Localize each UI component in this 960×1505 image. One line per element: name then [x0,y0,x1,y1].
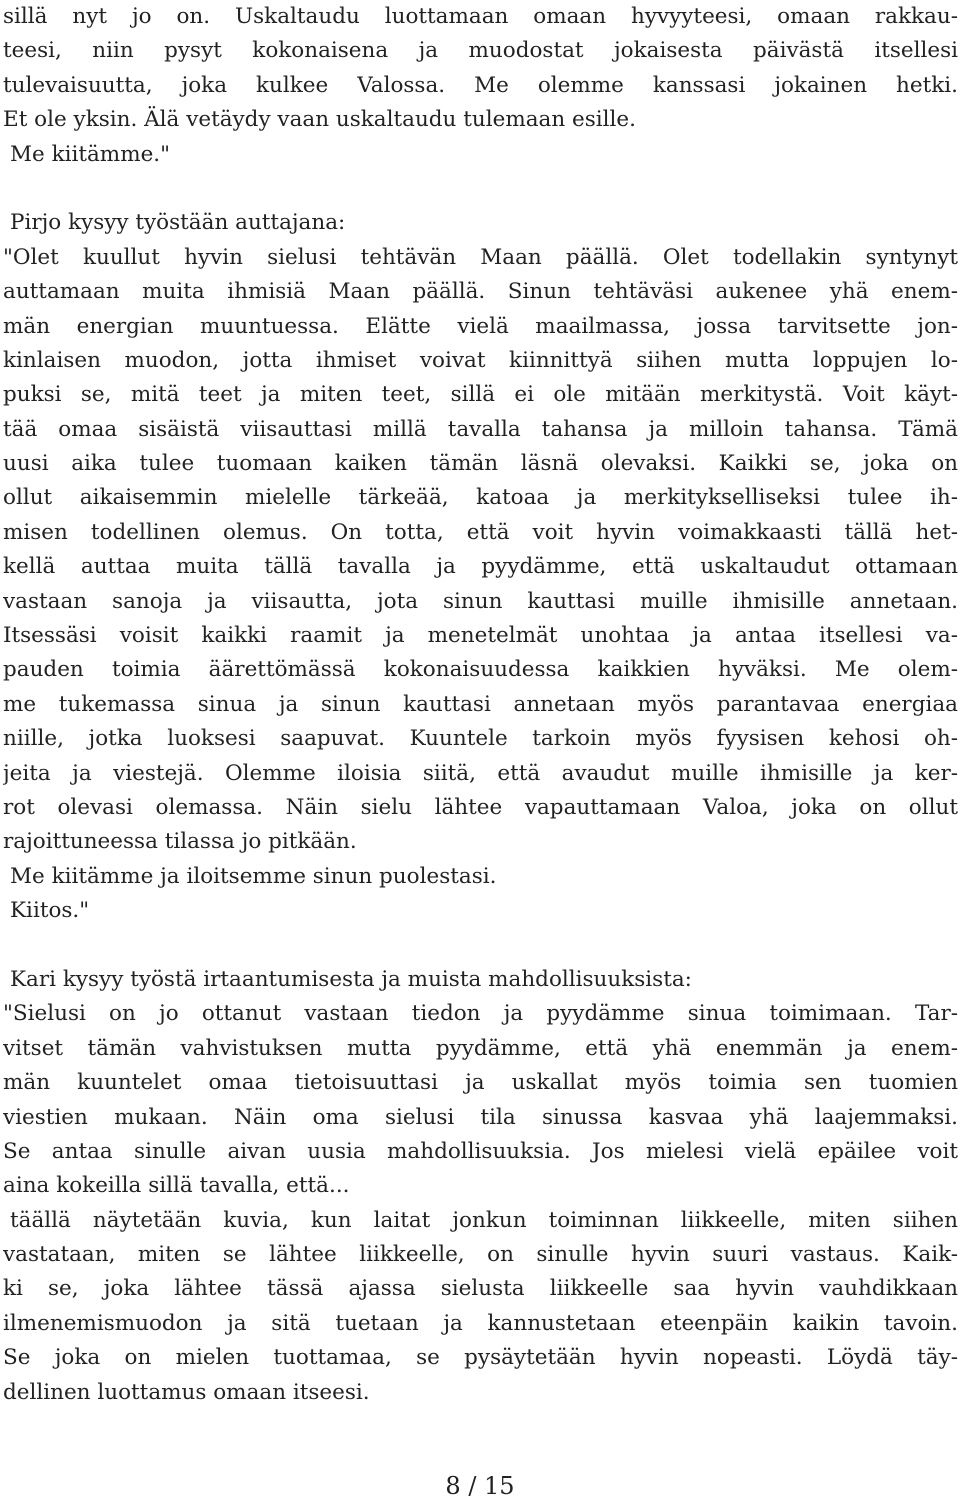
body-line: täällä näytetään kuvia, kun laitat jonkun toiminnan liikkeelle, miten siihen [10,1207,958,1233]
body-line: aina kokeilla sillä tavalla, että... [3,1173,350,1199]
body-line: ki se, joka lähtee tässä ajassa sielusta liikkeelle saa hyvin vauhdikkaan [3,1276,958,1302]
body-line: Kiitos." [10,898,90,924]
body-line: teesi, niin pysyt kokonaisena ja muodostat jokaisesta päivästä itsellesi [3,38,958,64]
paragraph-gap [3,172,958,206]
body-line: auttamaan muita ihmisiä Maan päällä. Sinun tehtäväsi aukenee yhä enem- [3,279,958,305]
body-line: kinlaisen muodon, jotta ihmiset voivat kiinnittyä siihen mutta loppujen lo- [3,347,958,373]
body-line: uusi aika tulee tuomaan kaiken tämän läsnä olevaksi. Kaikki se, joka on [3,451,958,477]
body-line: sillä nyt jo on. Uskaltaudu luottamaan omaan hyvyyteesi, omaan rakkau- [3,4,958,29]
body-line: kellä auttaa muita tällä tavalla ja pyydämme, että uskaltaudut ottamaan [3,554,958,580]
body-line: misen todellinen olemus. On totta, että voit hyvin voimakkaasti tällä het- [3,519,958,545]
body-line: män kuuntelet omaa tietoisuuttasi ja uskallat myös toimia sen tuomien [3,1070,958,1096]
page-number: 8 / 15 [445,1472,515,1500]
body-line: vastataan, miten se lähtee liikkeelle, on sinulle hyvin suuri vastaus. Kaik- [3,1242,958,1268]
body-line: puksi se, mitä teet ja miten teet, sillä ei ole mitään merkitystä. Voit käyt- [3,382,958,408]
document-page [3,0,958,1410]
body-line: Me kiitämme ja iloitsemme sinun puolestasi. [10,863,497,889]
body-line: Se joka on mielen tuottamaa, se pysäytetään hyvin nopeasti. Löydä täy- [3,1345,958,1371]
body-line: dellinen luottamus omaan itseesi. [3,1379,370,1405]
body-line: rot olevasi olemassa. Näin sielu lähtee vapauttamaan Valoa, joka on ollut [3,794,958,820]
body-line: ilmenemismuodon ja sitä tuetaan ja kannustetaan eteenpäin kaikin tavoin. [3,1310,958,1336]
body-line: jeita ja viestejä. Olemme iloisia siitä, että avaudut muille ihmisille ja ker- [3,760,958,786]
body-line: tulevaisuutta, joka kulkee Valossa. Me olemme kanssasi jokainen hetki. [3,72,958,98]
body-line: vastaan sanoja ja viisautta, jota sinun kauttasi muille ihmisille annetaan. [3,588,958,614]
body-line: Et ole yksin. Älä vetäydy vaan uskaltaudu tulemaan esille. [3,107,636,133]
body-line: niille, jotka luoksesi saapuvat. Kuuntele tarkoin myös fyysisen kehosi oh- [3,726,958,752]
body-line: rajoittuneessa tilassa jo pitkään. [3,829,357,855]
body-line: me tukemassa sinua ja sinun kauttasi annetaan myös parantavaa energiaa [3,691,958,717]
paragraph-gap [3,929,958,963]
body-line: vitset tämän vahvistuksen mutta pyydämme, että yhä enemmän ja enem- [3,1035,958,1061]
body-line: viestien mukaan. Näin oma sielusi tila sinussa kasvaa yhä laajemmaksi. [3,1104,958,1130]
body-line: män energian muuntuessa. Elätte vielä maailmassa, jossa tarvitsette jon- [3,313,958,339]
body-line: "Olet kuullut hyvin sielusi tehtävän Maan päällä. Olet todellakin syntynyt [3,244,958,270]
body-line: "Sielusi on jo ottanut vastaan tiedon ja pyydämme sinua toimimaan. Tar- [3,1001,958,1027]
body-line: tää omaa sisäistä viisauttasi millä tavalla tahansa ja milloin tahansa. Tämä [3,416,958,442]
body-line: Itsessäsi voisit kaikki raamit ja menetelmät unohtaa ja antaa itsellesi va- [3,623,958,649]
body-line: Me kiitämme." [10,141,171,167]
body-line: pauden toimia äärettömässä kokonaisuudessa kaikkien hyväksi. Me olem- [3,657,958,683]
body-line: Se antaa sinulle aivan uusia mahdollisuuksia. Jos mielesi vielä epäilee voit [3,1138,958,1164]
section-heading: Pirjo kysyy työstään auttajana: [10,210,346,236]
body-line: ollut aikaisemmin mielelle tärkeää, katoaa ja merkitykselliseksi tulee ih- [3,485,958,511]
section-heading: Kari kysyy työstä irtaantumisesta ja muista mahdollisuuksista: [10,966,692,992]
